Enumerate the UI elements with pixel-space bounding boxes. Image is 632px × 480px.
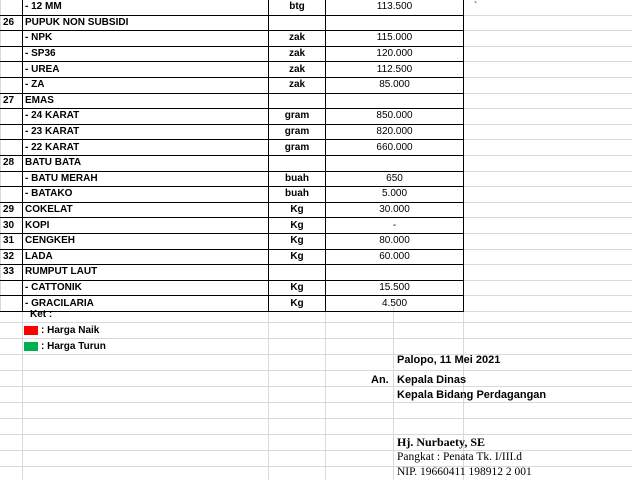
extra-cell [464, 77, 632, 93]
row-number [1, 109, 23, 125]
item-name: - UREA [23, 62, 269, 78]
extra-cell [464, 280, 632, 296]
table-row [1, 15, 632, 31]
item-unit: buah [269, 187, 326, 203]
signer-title-2: Kepala Bidang Perdagangan [397, 389, 547, 401]
item-unit: btg [269, 0, 326, 15]
table-row [1, 233, 632, 249]
item-price: 15.500 [326, 280, 464, 296]
row-number [1, 187, 23, 203]
row-number: 26 [1, 15, 23, 31]
extra-cell [464, 140, 632, 156]
item-price [326, 15, 464, 31]
row-number [1, 280, 23, 296]
row-number: 33 [1, 265, 23, 281]
item-price: 850.000 [326, 109, 464, 125]
item-name: COKELAT [23, 202, 269, 218]
item-price: 113.500 [326, 0, 464, 15]
extra-cell [464, 46, 632, 62]
item-name: - 24 KARAT [23, 109, 269, 125]
item-unit [269, 15, 326, 31]
item-unit [269, 93, 326, 109]
item-name: BATU BATA [23, 155, 269, 171]
item-name: - BATU MERAH [23, 171, 269, 187]
item-unit: buah [269, 171, 326, 187]
row-number [1, 124, 23, 140]
legend-swatch-green [24, 342, 38, 351]
item-price [326, 155, 464, 171]
item-price: 660.000 [326, 140, 464, 156]
extra-cell [464, 296, 632, 312]
legend-swatch-red [24, 326, 38, 335]
item-name: - CATTONIK [23, 280, 269, 296]
item-unit: zak [269, 46, 326, 62]
table-row [1, 155, 632, 171]
item-price: 4.500 [326, 296, 464, 312]
legend-item-up [24, 324, 99, 336]
item-name: RUMPUT LAUT [23, 265, 269, 281]
item-name: KOPI [23, 218, 269, 234]
item-name: - BATAKO [23, 187, 269, 203]
item-unit: Kg [269, 202, 326, 218]
table-row [1, 249, 632, 265]
table-row [1, 140, 632, 156]
table-row [1, 171, 632, 187]
table-row [1, 124, 632, 140]
item-unit: gram [269, 109, 326, 125]
item-unit: zak [269, 77, 326, 93]
row-number: 30 [1, 218, 23, 234]
table-row [1, 280, 632, 296]
extra-cell: ` [464, 0, 632, 15]
item-unit: Kg [269, 233, 326, 249]
extra-cell [464, 155, 632, 171]
extra-cell [464, 187, 632, 203]
item-unit: zak [269, 62, 326, 78]
item-unit: Kg [269, 296, 326, 312]
row-number [1, 77, 23, 93]
table-row [1, 62, 632, 78]
table-row [1, 296, 632, 312]
extra-cell [464, 93, 632, 109]
row-number [1, 62, 23, 78]
legend-item-down [24, 340, 106, 352]
item-name: - 23 KARAT [23, 124, 269, 140]
item-unit: gram [269, 124, 326, 140]
item-name: - NPK [23, 31, 269, 47]
item-unit: gram [269, 140, 326, 156]
item-unit: zak [269, 31, 326, 47]
extra-cell [464, 265, 632, 281]
extra-cell [464, 171, 632, 187]
row-number [1, 140, 23, 156]
item-price: 112.500 [326, 62, 464, 78]
item-unit: Kg [269, 218, 326, 234]
item-name: - SP36 [23, 46, 269, 62]
item-price: 5.000 [326, 187, 464, 203]
row-number [1, 296, 23, 312]
row-number [1, 46, 23, 62]
table-row [1, 265, 632, 281]
signer-title-1: Kepala Dinas [397, 374, 467, 386]
item-name: - GRACILARIA [23, 296, 269, 312]
extra-cell [464, 15, 632, 31]
extra-cell [464, 218, 632, 234]
item-price [326, 265, 464, 281]
row-number: 28 [1, 155, 23, 171]
table-row [1, 46, 632, 62]
table-row [1, 31, 632, 47]
item-price: 120.000 [326, 46, 464, 62]
item-name: CENGKEH [23, 233, 269, 249]
row-number: 29 [1, 202, 23, 218]
item-price: 115.000 [326, 31, 464, 47]
extra-cell [464, 31, 632, 47]
extra-cell [464, 233, 632, 249]
item-unit [269, 265, 326, 281]
place-date: Palopo, 11 Mei 2021 [397, 354, 501, 366]
extra-cell [464, 249, 632, 265]
item-name: - ZA [23, 77, 269, 93]
row-number: 32 [1, 249, 23, 265]
item-name: - 12 MM [23, 0, 269, 15]
legend-label-down: : Harga Turun [41, 340, 106, 352]
item-price: - [326, 218, 464, 234]
item-price: 60.000 [326, 249, 464, 265]
item-name: PUPUK NON SUBSIDI [23, 15, 269, 31]
price-table-body [1, 0, 632, 311]
row-number [1, 171, 23, 187]
item-price: 30.000 [326, 202, 464, 218]
legend-label-up: : Harga Naik [41, 324, 100, 336]
item-unit [269, 155, 326, 171]
row-number [1, 0, 23, 15]
extra-cell [464, 62, 632, 78]
extra-cell [464, 109, 632, 125]
item-price: 85.000 [326, 77, 464, 93]
row-number [1, 31, 23, 47]
item-name: EMAS [23, 93, 269, 109]
signer-rank: Pangkat : Penata Tk. I/III.d [397, 451, 522, 463]
table-row [1, 218, 632, 234]
item-price [326, 93, 464, 109]
item-price: 820.000 [326, 124, 464, 140]
signer-name: Hj. Nurbaety, SE [397, 435, 486, 449]
legend-title: Ket : [30, 309, 53, 320]
table-row [1, 0, 632, 15]
table-row [1, 77, 632, 93]
row-number: 27 [1, 93, 23, 109]
item-name: - 22 KARAT [23, 140, 269, 156]
item-price: 650 [326, 171, 464, 187]
signer-nip: NIP. 19660411 198912 2 001 [397, 466, 532, 478]
item-price: 80.000 [326, 233, 464, 249]
table-row [1, 187, 632, 203]
extra-cell [464, 202, 632, 218]
table-row [1, 93, 632, 109]
table-row [1, 109, 632, 125]
table-row [1, 202, 632, 218]
extra-cell [464, 124, 632, 140]
item-unit: Kg [269, 249, 326, 265]
on-behalf-prefix: An. [371, 374, 389, 386]
item-name: LADA [23, 249, 269, 265]
item-unit: Kg [269, 280, 326, 296]
row-number: 31 [1, 233, 23, 249]
